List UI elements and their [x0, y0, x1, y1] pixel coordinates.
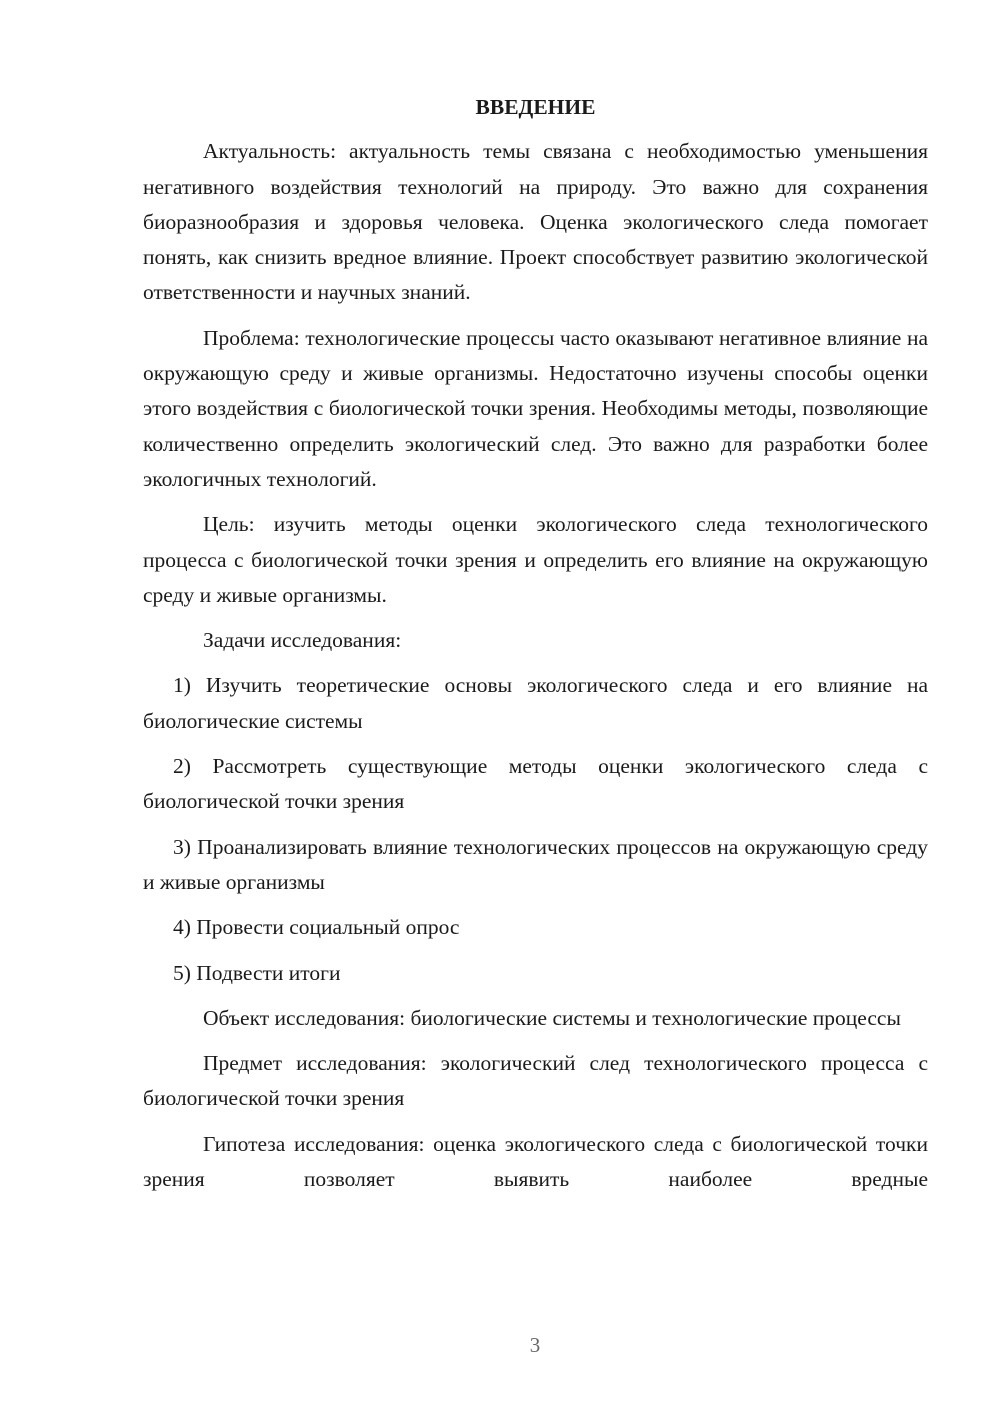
object-paragraph: Объект исследования: биологические системы и технологические процессы: [203, 1005, 901, 1030]
goal-paragraph: Цель: изучить методы оценки экологического следа технологического процесса с биологической точки зрения и определить его влияние на окружающую среду и живые организмы.: [143, 512, 928, 607]
page-number: 3: [529, 1333, 541, 1357]
problem-paragraph: Проблема: технологические процессы часто оказывают негативное влияние на окружающую среду и живые организмы. Недостаточно изучены способы оценки этого воздействия с биологической точки зрения. Необходимы методы, позволяющие количественно определить экологический след. Это важно для разработки более экологичных технологий.: [143, 325, 928, 491]
section-heading: ВВЕДЕНИЕ: [475, 95, 596, 119]
task-item-2: 2) Рассмотреть существующие методы оценки экологического следа с биологической точки зрения: [143, 754, 928, 814]
tasks-title: Задачи исследования:: [203, 628, 402, 653]
task-item-5: 5) Подвести итоги: [173, 960, 341, 985]
document-page: [143, 90, 928, 1197]
hypothesis-paragraph: Гипотеза исследования: оценка экологического следа с биологической точки зрения позволяет выявить наиболее вредные: [143, 1131, 928, 1192]
relevance-paragraph: Актуальность: актуальность темы связана с необходимостью уменьшения негативного воздействия технологий на природу. Это важно для сохранения биоразнообразия и здоровья человека. Оценка экологического следа помогает понять, как снизить вредное влияние. Проект способствует развитию экологической ответственности и научных знаний.: [143, 139, 928, 305]
task-item-3: 3) Проанализировать влияние технологических процессов на окружающую среду и живые организмы: [143, 834, 928, 894]
task-item-4: 4) Провести социальный опрос: [173, 915, 460, 940]
task-item-1: 1) Изучить теоретические основы экологического следа и его влияние на биологические системы: [143, 673, 928, 733]
subject-paragraph: Предмет исследования: экологический след технологического процесса с биологической точки зрения: [143, 1051, 928, 1111]
